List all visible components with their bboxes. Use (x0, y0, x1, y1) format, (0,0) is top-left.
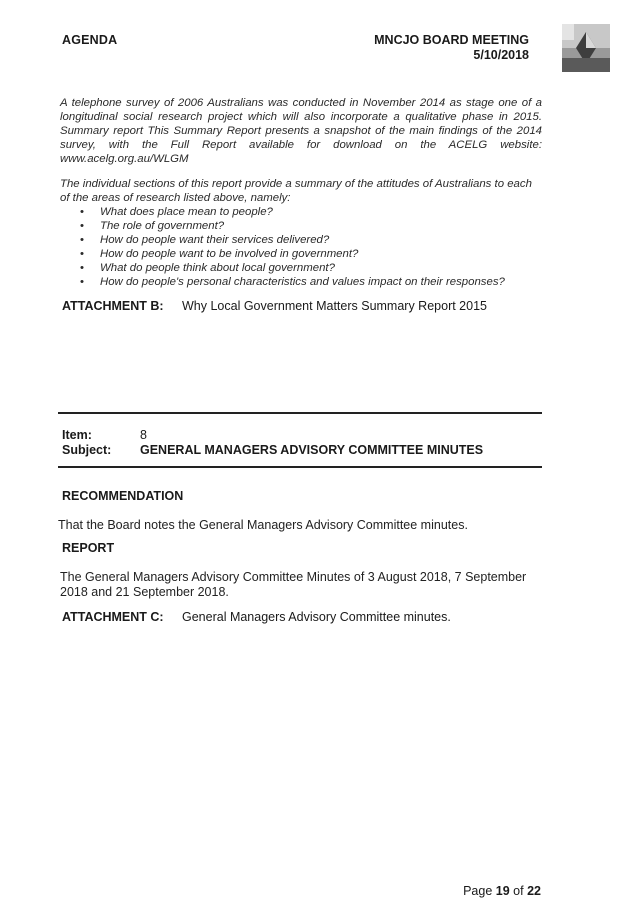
divider-top (58, 412, 542, 414)
subject-title: GENERAL MANAGERS ADVISORY COMMITTEE MINUTES (140, 443, 484, 457)
intro-url: www.acelg.org.au/WLGM (60, 153, 189, 165)
item-number: 8 (140, 428, 147, 442)
recommendation-text: That the Board notes the General Managers Advisory Committee minutes. (58, 518, 468, 532)
intro-paragraph-2: The individual sections of this report provide a summary of the attitudes of Australians to each of the areas of research listed above, namely: (60, 178, 532, 204)
intro-section (60, 96, 542, 289)
recommendation-heading: RECOMMENDATION (62, 489, 184, 503)
page-word: Page (463, 884, 493, 898)
total-pages: 22 (527, 884, 541, 898)
list-item: • What do people think about local government? (100, 261, 542, 275)
subject-row (62, 443, 484, 457)
subject-label: Subject: (62, 443, 112, 457)
list-item: • How do people want to be involved in government? (100, 247, 542, 261)
header-meeting-title: MNCJO BOARD MEETING (374, 33, 529, 47)
attachment-b-title: Why Local Government Matters Summary Report 2015 (182, 299, 487, 313)
list-item: • How do people want their services delivered? (100, 233, 542, 247)
research-areas-list (60, 205, 542, 289)
attachment-c-title: General Managers Advisory Committee minutes. (182, 610, 451, 624)
divider-bottom (58, 466, 542, 468)
attachment-c (62, 610, 451, 624)
diamond-logo-icon (562, 24, 610, 72)
header-meeting-date: 5/10/2018 (473, 48, 529, 62)
item-label: Item: (62, 428, 92, 442)
attachment-b (62, 299, 487, 313)
page-footer (463, 884, 541, 898)
list-item: • How do people's personal characteristics and values impact on their responses? (100, 275, 542, 289)
list-item: • The role of government? (100, 219, 542, 233)
report-text: The General Managers Advisory Committee Minutes of 3 August 2018, 7 September 2018 and 21 September 2018. (60, 570, 527, 599)
page-number: 19 (495, 884, 510, 898)
intro-paragraph-1: A telephone survey of 2006 Australians was conducted in November 2014 as stage one of a longitudinal social research project which will also incorporate a qualitative phase in 2015. Summary report This Summary Report presents a snapshot of the main findings of the 2014 survey, with the Full Report available for download on the ACELG website: (60, 97, 542, 151)
header-meeting-info (374, 33, 529, 63)
header-agenda-title: AGENDA (62, 33, 118, 47)
attachment-b-label: ATTACHMENT B: (62, 299, 164, 313)
report-heading: REPORT (62, 541, 115, 555)
list-item: • What does place mean to people? (100, 205, 542, 219)
item-row (62, 428, 147, 442)
attachment-c-label: ATTACHMENT C: (62, 610, 164, 624)
of-word: of (513, 884, 524, 898)
